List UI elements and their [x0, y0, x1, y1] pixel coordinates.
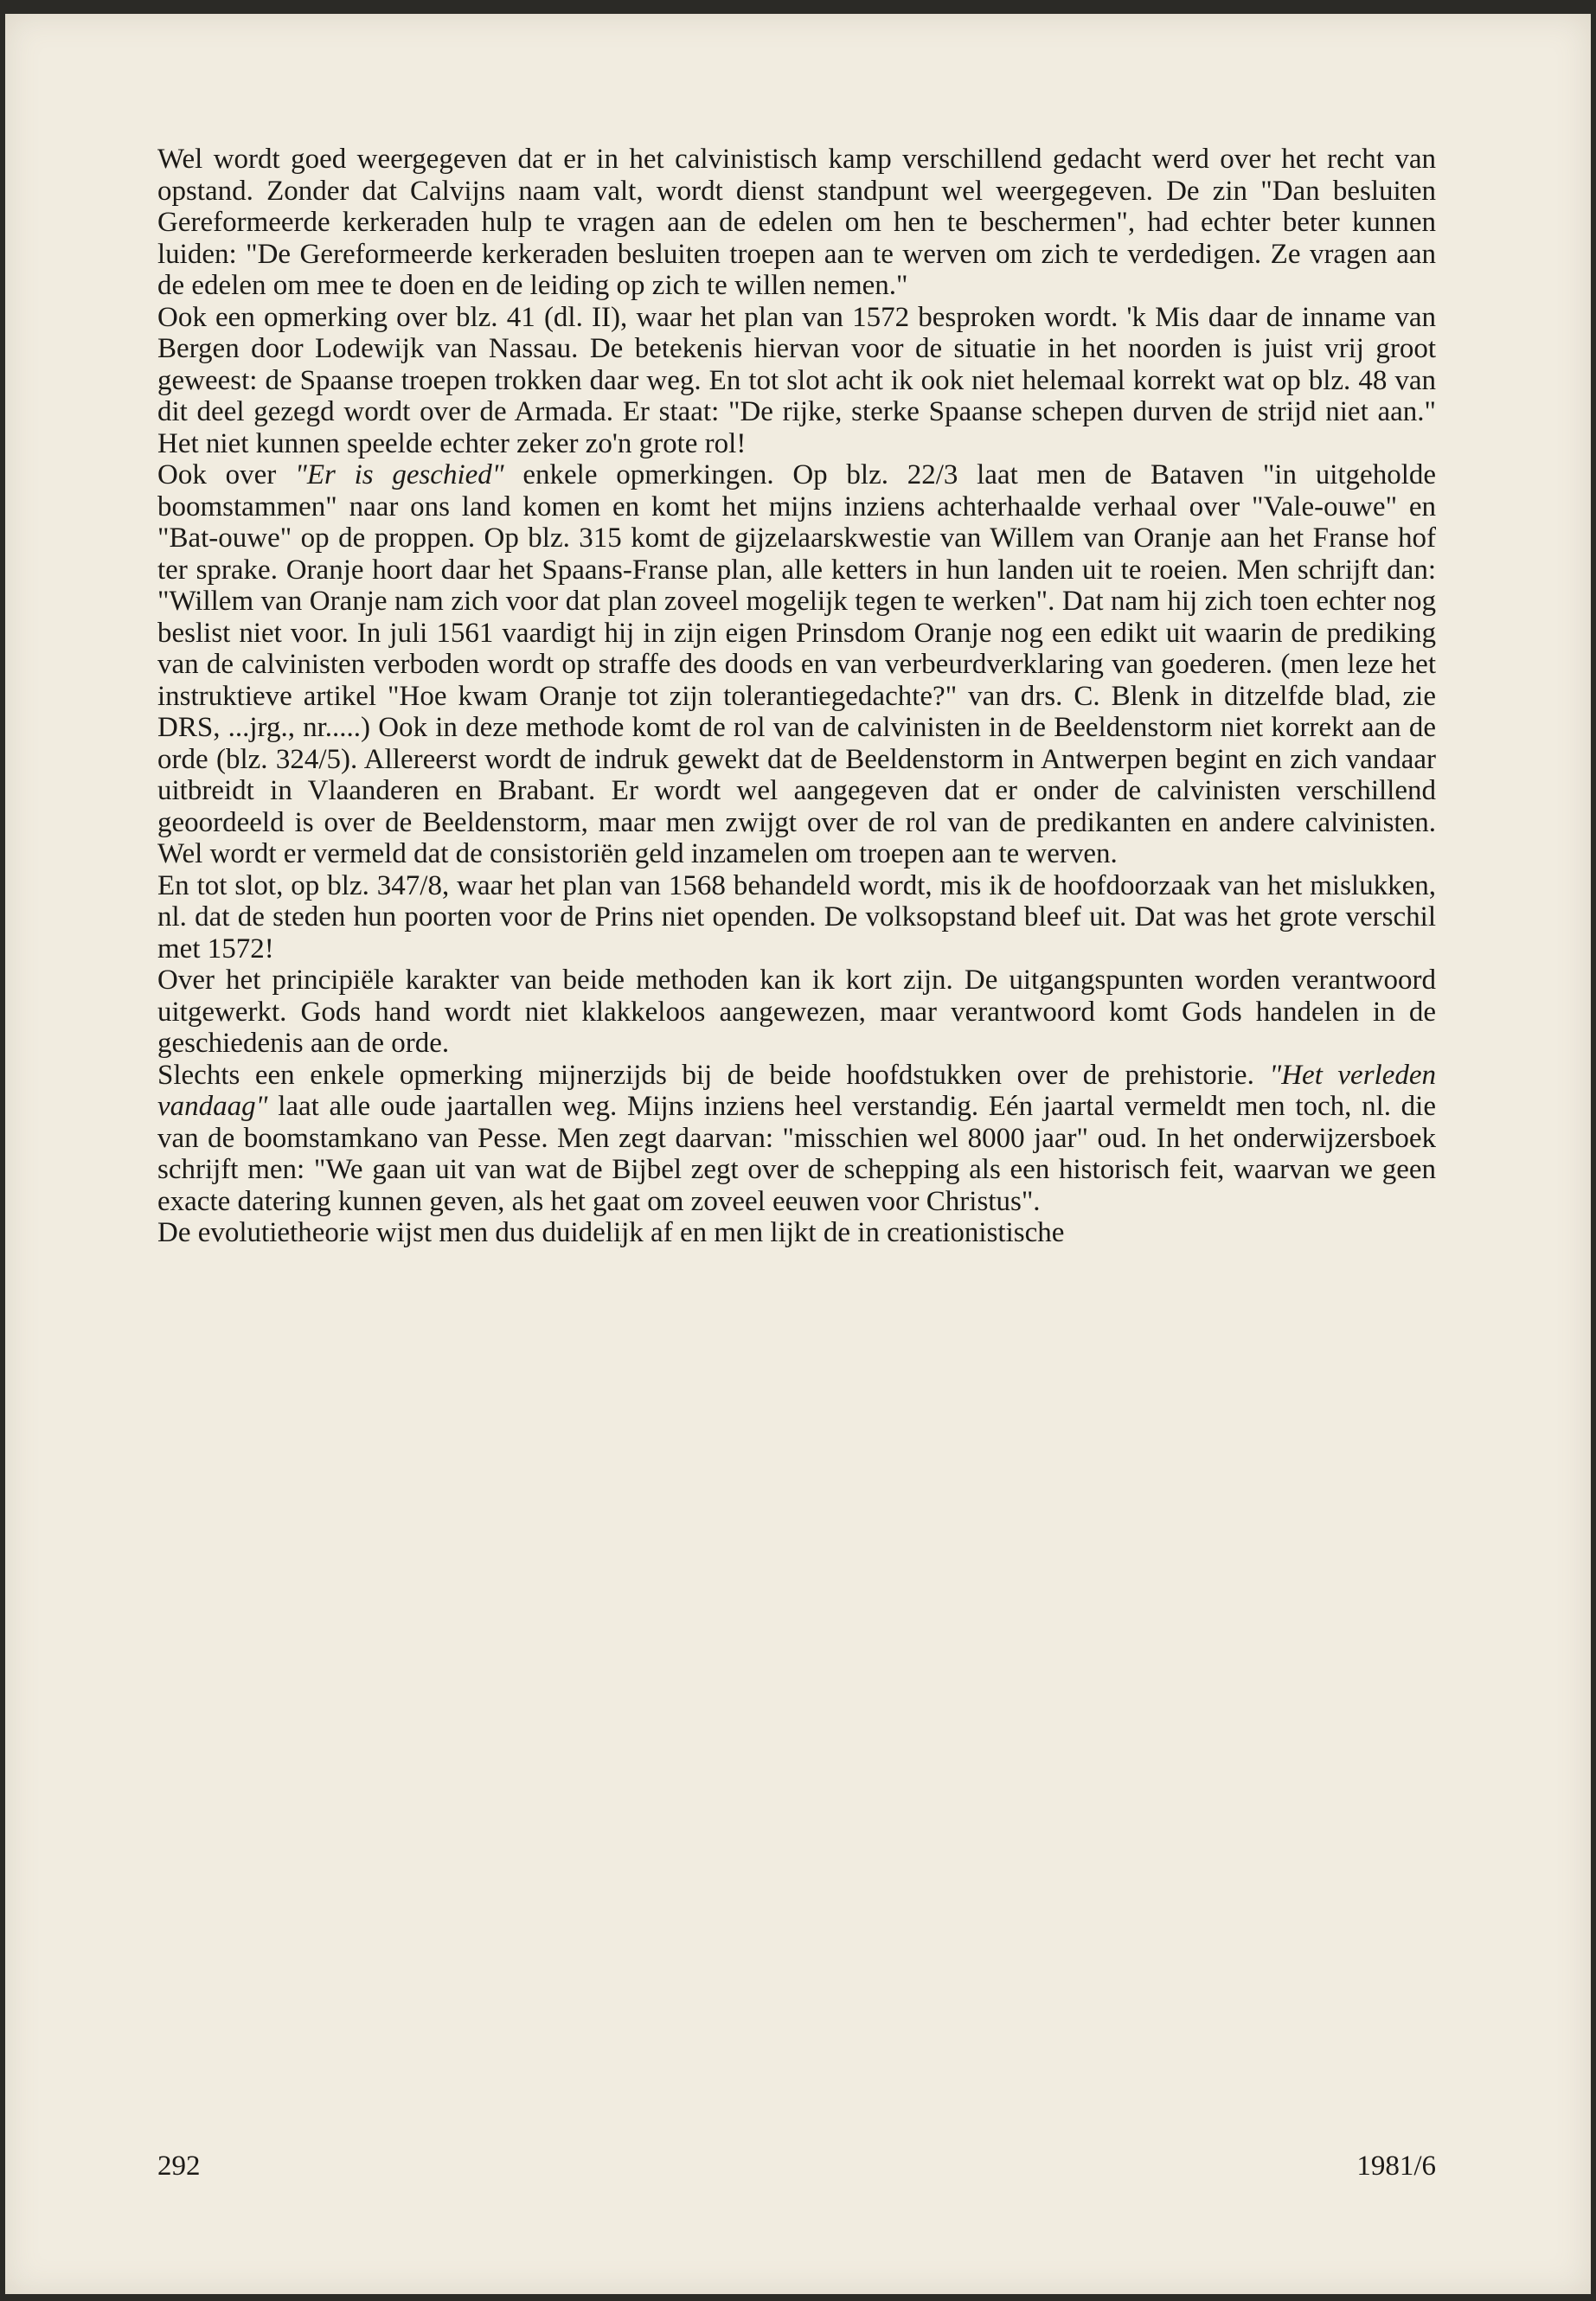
book-title: "Het verleden vandaag": [157, 1059, 1436, 1122]
paragraph-text: Ook over: [157, 459, 295, 490]
book-title: "Er is geschied": [294, 459, 504, 490]
paragraph-er-is-geschied: [157, 459, 1436, 870]
paragraph-text: enkele opmerkingen. Op blz. 22/3 laat men de Bataven "in uitgeholde boomstammen" naar ons land komen en komt het mijns inziens achterhaalde verhaal over "Vale-ouwe" en "Bat-ouwe" op de proppen. Op blz. 315 komt de gijzelaarskwestie van Willem van Oranje aan het Franse hof ter sprake. Oranje hoort daar het Spaans-Franse plan, alle ketters in hun landen uit te roeien. Men schrijft dan: "Willem van Oranje nam zich voor dat plan zoveel mogelijk tegen te werken". Dat nam hij zich toen echter nog beslist niet voor. In juli 1561 vaardigt hij in zijn eigen Prinsdom Oranje nog een edikt uit waarin de prediking van de calvinisten verboden wordt op straffe des doods en van verbeurdverklaring van goederen. (men leze het instruktieve artikel "Hoe kwam Oranje tot zijn tolerantiegedachte?" van drs. C. Blenk in ditzelfde blad, zie DRS, ...jrg., nr.....) Ook in deze methode komt de rol van de calvinisten in de Beeldenstorm niet korrekt aan de orde (blz. 324/5). Allereerst wordt de indruk gewekt dat de Beeldenstorm in Antwerpen begint en zich vandaar uitbreidt in Vlaanderen en Brabant. Er wordt wel aangegeven dat er onder de calvinisten verschillend geoordeeld is over de Beeldenstorm, maar men zwijgt over de rol van de predikanten en andere calvinisten. Wel wordt er vermeld dat de consistoriën geld inzamelen om troepen aan te werven.: [157, 459, 1437, 869]
paragraph-evolution: De evolutietheorie wijst men dus duidelijk af en men lijkt de in creationistische: [157, 1217, 1065, 1248]
paragraph-text: laat alle oude jaartallen weg. Mijns inziens heel verstandig. Eén jaartal vermeldt men toch, nl. die van de boomstamkano van Pesse. Men zegt daarvan: "misschien wel 8000 jaar" oud. In het onderwijzersboek schrijft men: "We gaan uit van wat de Bijbel zegt over de schepping als een historisch feit, waarvan we geen exacte datering kunnen geven, als het gaat om zoveel eeuwen voor Christus".: [157, 1091, 1436, 1217]
article-body: [157, 144, 1436, 1249]
page-number: 292: [157, 2150, 201, 2182]
issue-number: 1981/6: [1356, 2150, 1436, 2182]
paragraph-plan-1568: En tot slot, op blz. 347/8, waar het plan van 1568 behandeld wordt, mis ik de hoofdoorzaak van het mislukken, nl. dat de steden hun poorten voor de Prins niet openden. De volksopstand bleef uit. Dat was het grote verschil met 1572!: [157, 869, 1436, 965]
paragraph-plan-1572: Ook een opmerking over blz. 41 (dl. II), waar het plan van 1572 besproken wordt. 'k Mis daar de inname van Bergen door Lodewijk van Nassau. De betekenis hiervan voor de situatie in het noorden is juist vrij groot geweest: de Spaanse troepen trokken daar weg. En tot slot acht ik ook niet helemaal korrekt wat op blz. 48 van dit deel gezegd wordt over de Armada. Er staat: "De rijke, sterke Spaanse schepen durven de strijd niet aan." Het niet kunnen speelde echter zeker zo'n grote rol!: [157, 301, 1436, 459]
paragraph-calvinist-camp: Wel wordt goed weergegeven dat er in het calvinistisch kamp verschillend gedacht werd over het recht van opstand. Zonder dat Calvijns naam valt, wordt dienst standpunt wel weergegeven. De zin "Dan besluiten Gereformeerde kerkeraden hulp te vragen aan de edelen om hen te beschermen", had echter beter kunnen luiden: "De Gereformeerde kerkeraden besluiten troepen aan te werven om zich te verdedigen. Ze vragen aan de edelen om mee te doen en de leiding op zich te willen nemen.": [157, 144, 1436, 301]
paragraph-text: Slechts een enkele opmerking mijnerzijds bij de beide hoofdstukken over de prehistorie.: [157, 1059, 1270, 1091]
paragraph-principles: Over het principiële karakter van beide methoden kan ik kort zijn. De uitgangspunten worden verantwoord uitgewerkt. Gods hand wordt niet klakkeloos aangewezen, maar verantwoord komt Gods handelen in de geschiedenis aan de orde.: [157, 965, 1436, 1059]
page-footer: [157, 2150, 1436, 2182]
document-page: [5, 14, 1591, 2294]
paragraph-prehistory: [157, 1060, 1436, 1218]
